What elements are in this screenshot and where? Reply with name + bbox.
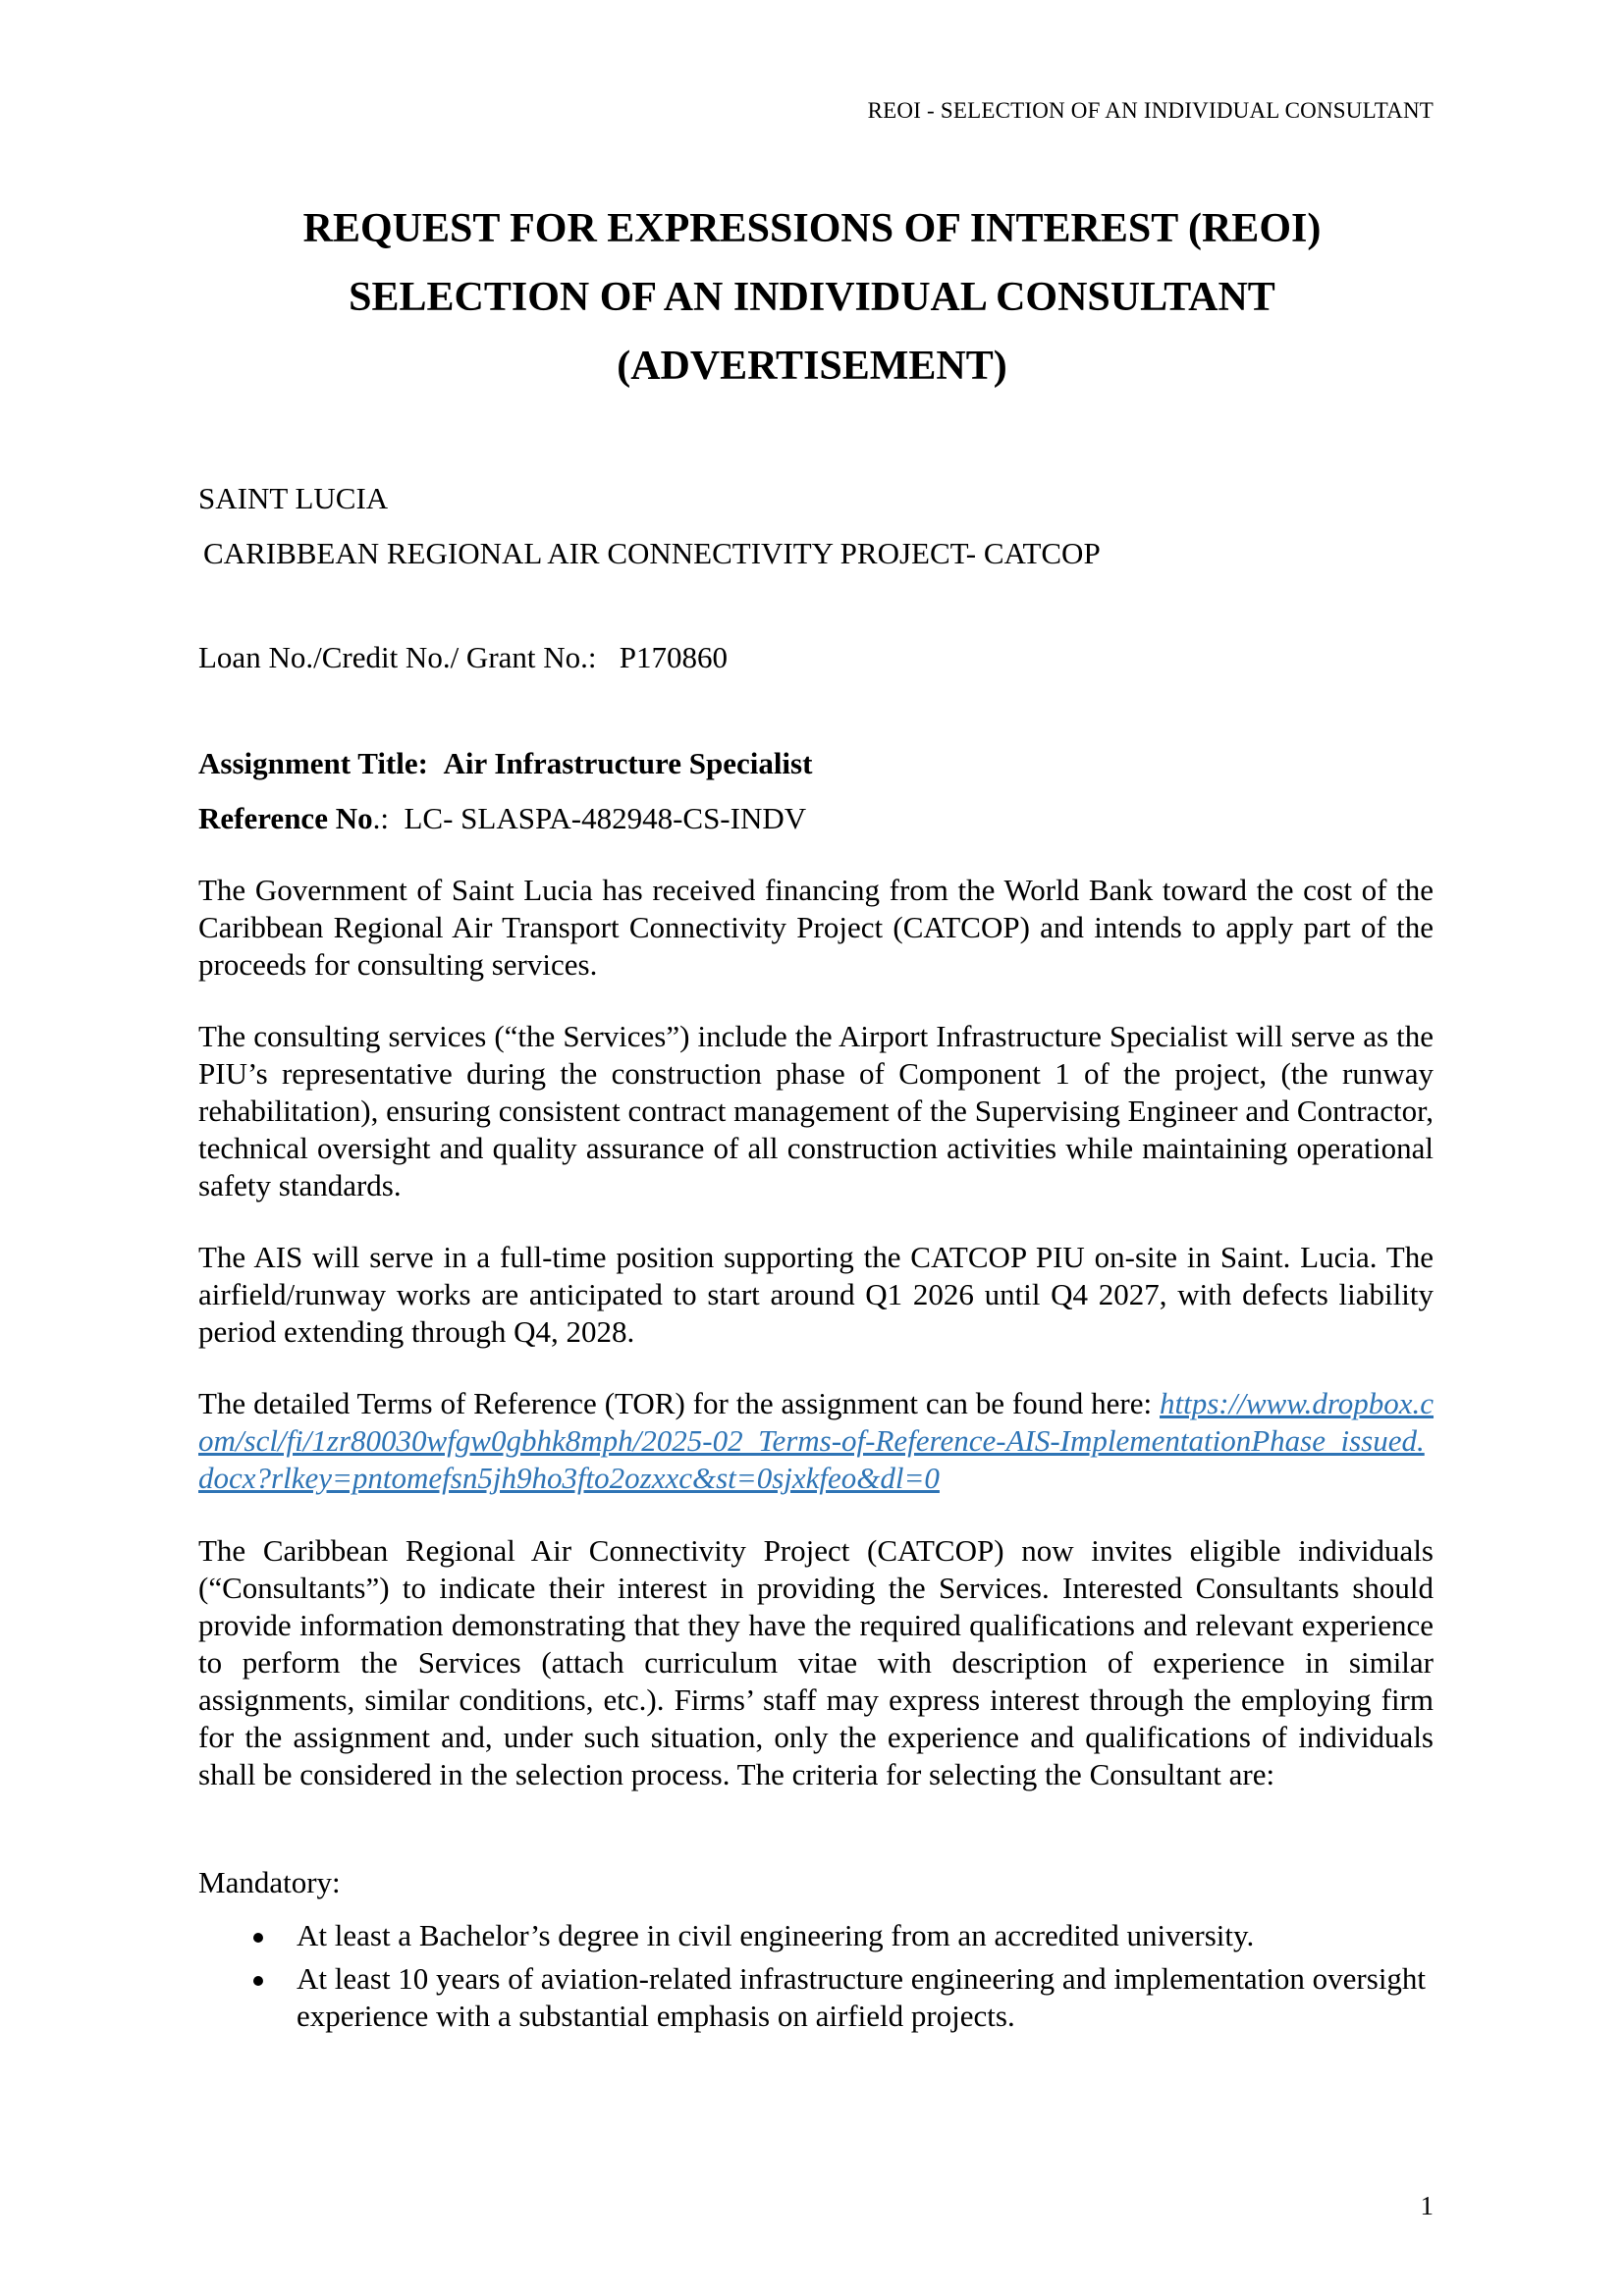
paragraph-invitation: The Caribbean Regional Air Connectivity Project (CATCOP) now invites eligible individuals (“Consultants”) to indicate their interest in providing the Services. Interested Consultants should provide information demonstrating that they have the required qualifications and relevant experience to perform the Services (attach curriculum vitae with description of experience in similar assignments, similar conditions, etc.). Firms’ staff may express interest through the employing firm for the assignment and, under such situation, only the experience and qualifications of individuals shall be considered in the selection process. The criteria for selecting the Consultant are:: [198, 1533, 1434, 1791]
assignment-title-value: Air Infrastructure Specialist: [443, 746, 813, 780]
reference-number-label: Reference No: [198, 801, 373, 835]
loan-number: [198, 640, 728, 675]
title-line-1: REQUEST FOR EXPRESSIONS OF INTEREST (REOI): [302, 206, 1322, 251]
paragraph-services: The consulting services (“the Services”) include the Airport Infrastructure Specialist will serve as the PIU’s representative during the construction phase of Component 1 of the project, (the runway rehabilitation), ensuring consistent contract management of the Supervising Engineer and Contractor, technical oversight and quality assurance of all construction activities while maintaining operational safety standards.: [198, 1019, 1434, 1202]
loan-number-value: P170860: [619, 640, 729, 674]
title-line-3: (ADVERTISEMENT): [617, 344, 1007, 389]
document-title: [196, 194, 1428, 400]
bullet-icon: [253, 1933, 263, 1943]
title-line-2: SELECTION OF AN INDIVIDUAL CONSULTANT: [349, 275, 1275, 320]
reference-number-label-suffix: .:: [372, 801, 389, 835]
criteria-text: At least a Bachelor’s degree in civil engineering from an accredited university.: [297, 1918, 1255, 1952]
tor-link[interactable]: https://www.dropbox.com/scl/fi/1zr80030wfgw0gbhk8mph/2025-02_Terms-of-Reference-AIS-ImplementationPhase_issued.docx?rlkey=pntomefsn5jh9ho3fto2ozxxc&st=0sjxkfeo&dl=0: [198, 1386, 1435, 1495]
tor-text: The detailed Terms of Reference (TOR) for the assignment can be found here:: [198, 1386, 1153, 1420]
loan-number-label: Loan No./Credit No./ Grant No.:: [198, 640, 597, 674]
assignment-title-label: Assignment Title:: [198, 746, 428, 780]
criteria-text: At least 10 years of aviation-related infrastructure engineering and implementation oversight experience with a substantial emphasis on airfield projects.: [297, 1961, 1427, 2033]
paragraph-tor: [198, 1385, 1434, 1497]
assignment-title: [198, 746, 812, 781]
list-item: [198, 1917, 1434, 1954]
project-name: CARIBBEAN REGIONAL AIR CONNECTIVITY PROJECT- CATCOP: [203, 536, 1101, 570]
country-name: SAINT LUCIA: [198, 481, 389, 515]
bullet-icon: [253, 1976, 263, 1986]
reference-number-value: LC- SLASPA-482948-CS-INDV: [404, 801, 807, 835]
reference-number: [198, 801, 806, 836]
mandatory-criteria-list: [198, 1917, 1434, 2041]
mandatory-label: Mandatory:: [198, 1865, 341, 1899]
running-header: REOI - SELECTION OF AN INDIVIDUAL CONSULTANT: [867, 98, 1434, 123]
page-number: 1: [1420, 2191, 1434, 2220]
list-item: [198, 1960, 1434, 2035]
paragraph-position: The AIS will serve in a full-time position supporting the CATCOP PIU on-site in Saint. Lucia. The airfield/runway works are anticipated to start around Q1 2026 until Q4 2027, with defects liability period extending through Q4, 2028.: [198, 1240, 1434, 1349]
paragraph-financing: The Government of Saint Lucia has received financing from the World Bank toward the cost of the Caribbean Regional Air Transport Connectivity Project (CATCOP) and intends to apply part of the proceeds for consulting services.: [198, 873, 1434, 982]
